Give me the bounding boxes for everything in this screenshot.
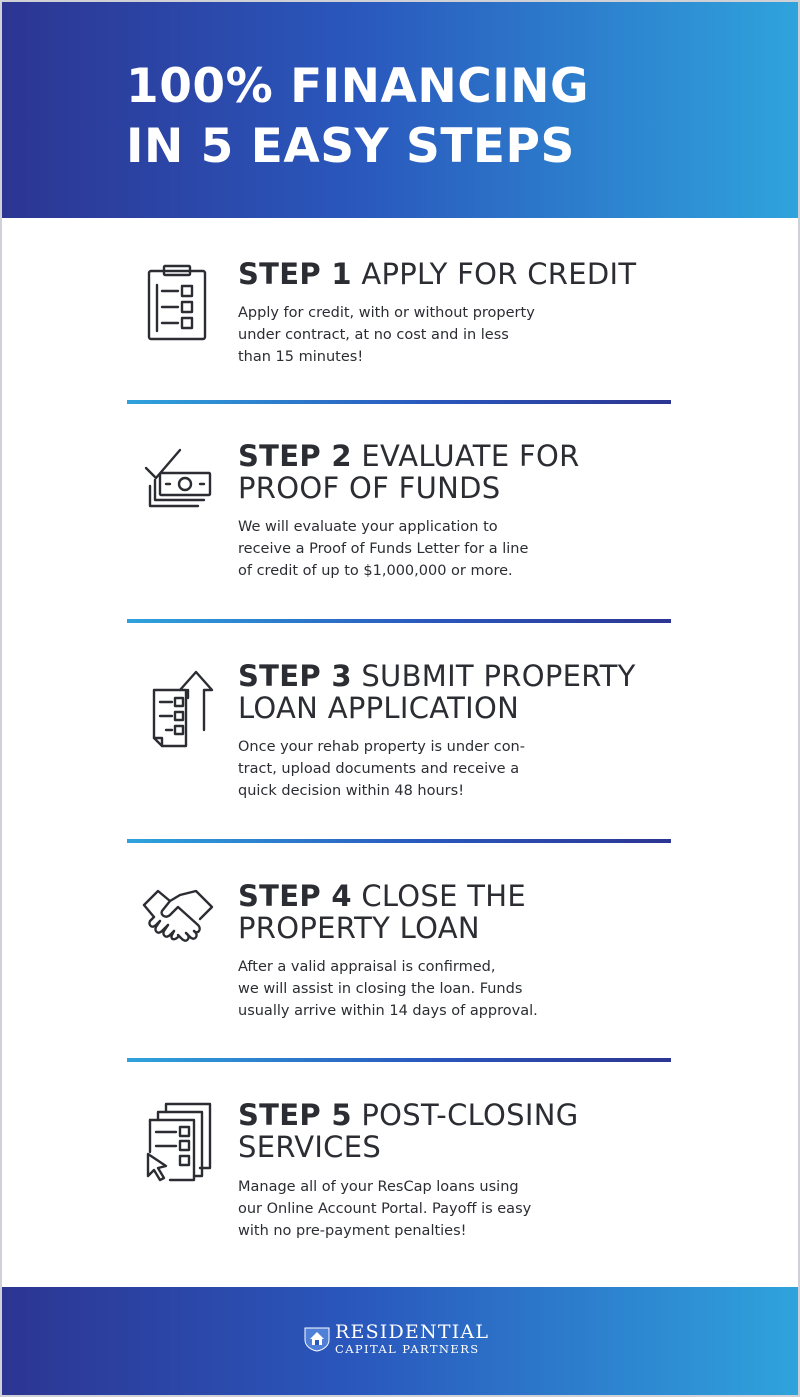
document-upload-icon xyxy=(140,668,216,752)
step-4-title-line-1: CLOSE THE xyxy=(351,879,527,913)
company-logo[interactable] xyxy=(303,1322,503,1362)
step-2-heading xyxy=(238,440,678,504)
step-2-description xyxy=(238,516,568,582)
step-2-label: STEP 2 xyxy=(238,439,352,473)
page-title xyxy=(126,57,726,177)
step-1-description xyxy=(238,302,568,368)
checkmark-cash-icon xyxy=(140,440,216,524)
step-3-title-line-2: LOAN APPLICATION xyxy=(238,691,520,725)
step-5-desc-line-2: our Online Account Portal. Payoff is easy xyxy=(238,1201,532,1217)
step-2-desc-line-2: receive a Proof of Funds Letter for a line xyxy=(238,541,529,557)
step-divider xyxy=(127,839,671,843)
page-title-line-2: IN 5 EASY STEPS xyxy=(126,119,575,174)
page-title-line-1: 100% FINANCING xyxy=(126,59,590,114)
clipboard-checklist-icon xyxy=(140,263,216,347)
step-5-title-line-2: SERVICES xyxy=(238,1130,382,1164)
step-5-desc-line-3: with no pre-payment penalties! xyxy=(238,1223,467,1239)
step-5-desc-line-1: Manage all of your ResCap loans using xyxy=(238,1179,519,1195)
step-2-title-line-1: EVALUATE FOR xyxy=(351,439,580,473)
step-3-label: STEP 3 xyxy=(238,659,352,693)
step-4-label: STEP 4 xyxy=(238,879,352,913)
step-5-heading xyxy=(238,1099,678,1163)
step-3-desc-line-3: quick decision within 48 hours! xyxy=(238,783,465,799)
step-2-title-line-2: PROOF OF FUNDS xyxy=(238,471,501,505)
step-divider xyxy=(127,1058,671,1062)
step-3-description xyxy=(238,736,568,802)
step-1-desc-line-2: under contract, at no cost and in less xyxy=(238,327,509,343)
step-4-title-line-2: PROPERTY LOAN xyxy=(238,911,480,945)
logo-text-line-1: RESIDENTIAL xyxy=(335,1321,490,1343)
step-4-desc-line-2: we will assist in closing the loan. Funds xyxy=(238,981,523,997)
step-3-title-line-1: SUBMIT PROPERTY xyxy=(351,659,636,693)
step-1-heading xyxy=(238,258,678,290)
handshake-icon xyxy=(140,875,216,959)
step-1-desc-line-1: Apply for credit, with or without property xyxy=(238,305,535,321)
step-5-title-line-1: POST-CLOSING xyxy=(351,1098,579,1132)
step-3-desc-line-2: tract, upload documents and receive a xyxy=(238,761,520,777)
house-shield-logo-icon xyxy=(303,1324,331,1352)
step-1-title-line-1: APPLY FOR CREDIT xyxy=(351,257,637,291)
step-1-label: STEP 1 xyxy=(238,257,352,291)
step-2-desc-line-3: of credit of up to $1,000,000 or more. xyxy=(238,563,513,579)
step-4-desc-line-3: usually arrive within 14 days of approval. xyxy=(238,1003,538,1019)
logo-text-line-2: CAPITAL PARTNERS xyxy=(335,1342,480,1356)
step-divider xyxy=(127,619,671,623)
documents-cursor-icon xyxy=(140,1100,216,1184)
step-4-desc-line-1: After a valid appraisal is confirmed, xyxy=(238,959,496,975)
step-2-desc-line-1: We will evaluate your application to xyxy=(238,519,498,535)
step-3-heading xyxy=(238,660,678,724)
step-4-description xyxy=(238,956,568,1022)
step-4-heading xyxy=(238,880,678,944)
step-1-desc-line-3: than 15 minutes! xyxy=(238,349,364,365)
step-3-desc-line-1: Once your rehab property is under con- xyxy=(238,739,525,755)
step-5-description xyxy=(238,1176,568,1242)
step-divider xyxy=(127,400,671,404)
step-5-label: STEP 5 xyxy=(238,1098,352,1132)
